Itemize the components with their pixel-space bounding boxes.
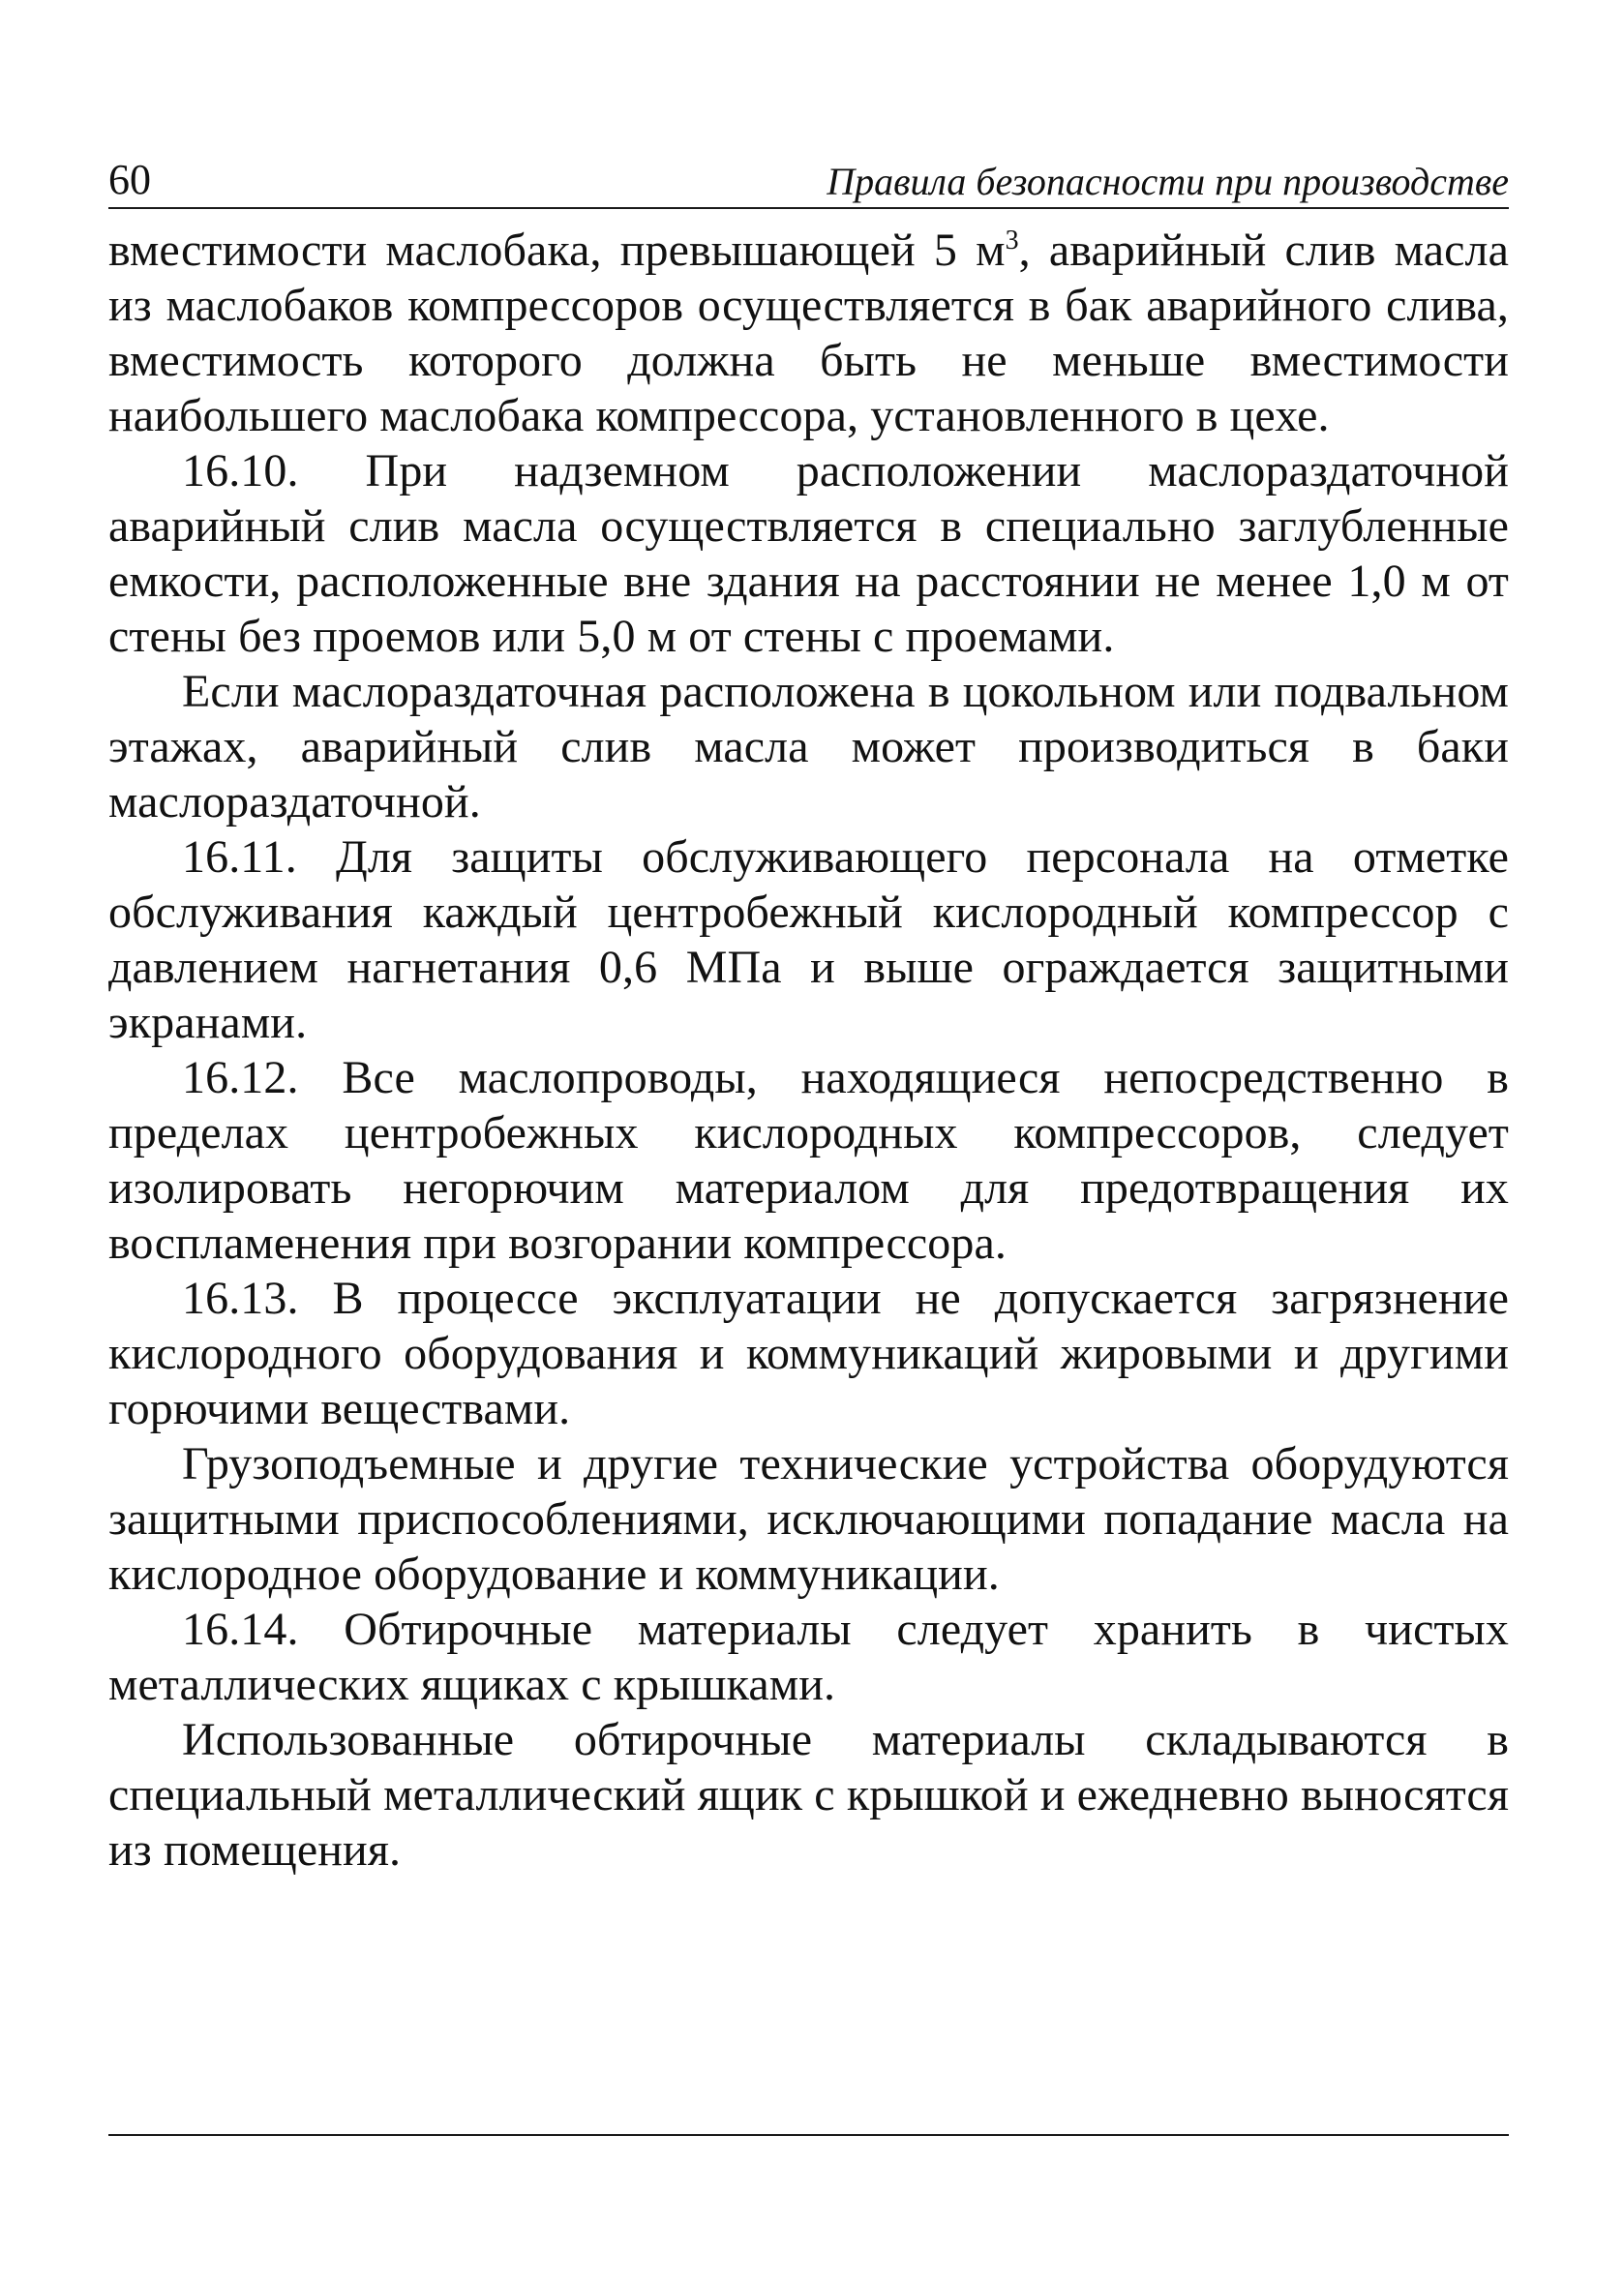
superscript-exponent: 3: [1005, 226, 1019, 256]
running-title: Правила безопасности при производстве: [827, 160, 1509, 203]
paragraph-text-post: , аварийный слив масла из маслобаков компрессоров осуществляется в бак аварийного слива, вместимость которого должна быть не меньше вместимости наибольшего маслобака компрессора, установленного в цехе.: [108, 225, 1509, 441]
page-number: 60: [108, 156, 151, 203]
page-body: [108, 223, 1509, 1878]
paragraph-text-pre: вместимости маслобака, превышающей 5 м: [108, 225, 1006, 276]
paragraph-lifting-devices: Грузоподъемные и другие технические устройства оборудуются защитными приспособлениями, исключающими попадание масла на кислородное оборудование и коммуникации.: [108, 1438, 1509, 1600]
paragraph-used-materials: Использованные обтирочные материалы складываются в специальный металлический ящик с крышкой и ежедневно выносятся из помещения.: [108, 1714, 1509, 1876]
paragraph-16-11: 16.11. Для защиты обслуживающего персонала на отметке обслуживания каждый центробежный кислородный компрессор с давлением нагнетания 0,6 МПа и выше ограждается защитными экранами.: [108, 831, 1509, 1048]
paragraph-16-10: 16.10. При надземном расположении маслораздаточной аварийный слив масла осуществляется в специально заглубленные емкости, расположенные вне здания на расстоянии не менее 1,0 м от стены без проемов или 5,0 м от стены с проемами.: [108, 445, 1509, 662]
paragraph-16-13: 16.13. В процессе эксплуатации не допускается загрязнение кислородного оборудования и коммуникаций жировыми и другими горючими веществами.: [108, 1273, 1509, 1434]
paragraph-16-12: 16.12. Все маслопроводы, находящиеся непосредственно в пределах центробежных кислородных компрессоров, следует изолировать негорючим материалом для предотвращения их воспламенения при возгорании компрессора.: [108, 1052, 1509, 1269]
paragraph-continuation: [108, 223, 1509, 443]
paragraph-16-14: 16.14. Обтирочные материалы следует хранить в чистых металлических ящиках с крышками.: [108, 1604, 1509, 1710]
footer-rule: [108, 2134, 1509, 2136]
paragraph-basement-note: Если маслораздаточная расположена в цокольном или подвальном этажах, аварийный слив масла может производиться в баки маслораздаточной.: [108, 666, 1509, 827]
page-header: [108, 145, 1509, 209]
